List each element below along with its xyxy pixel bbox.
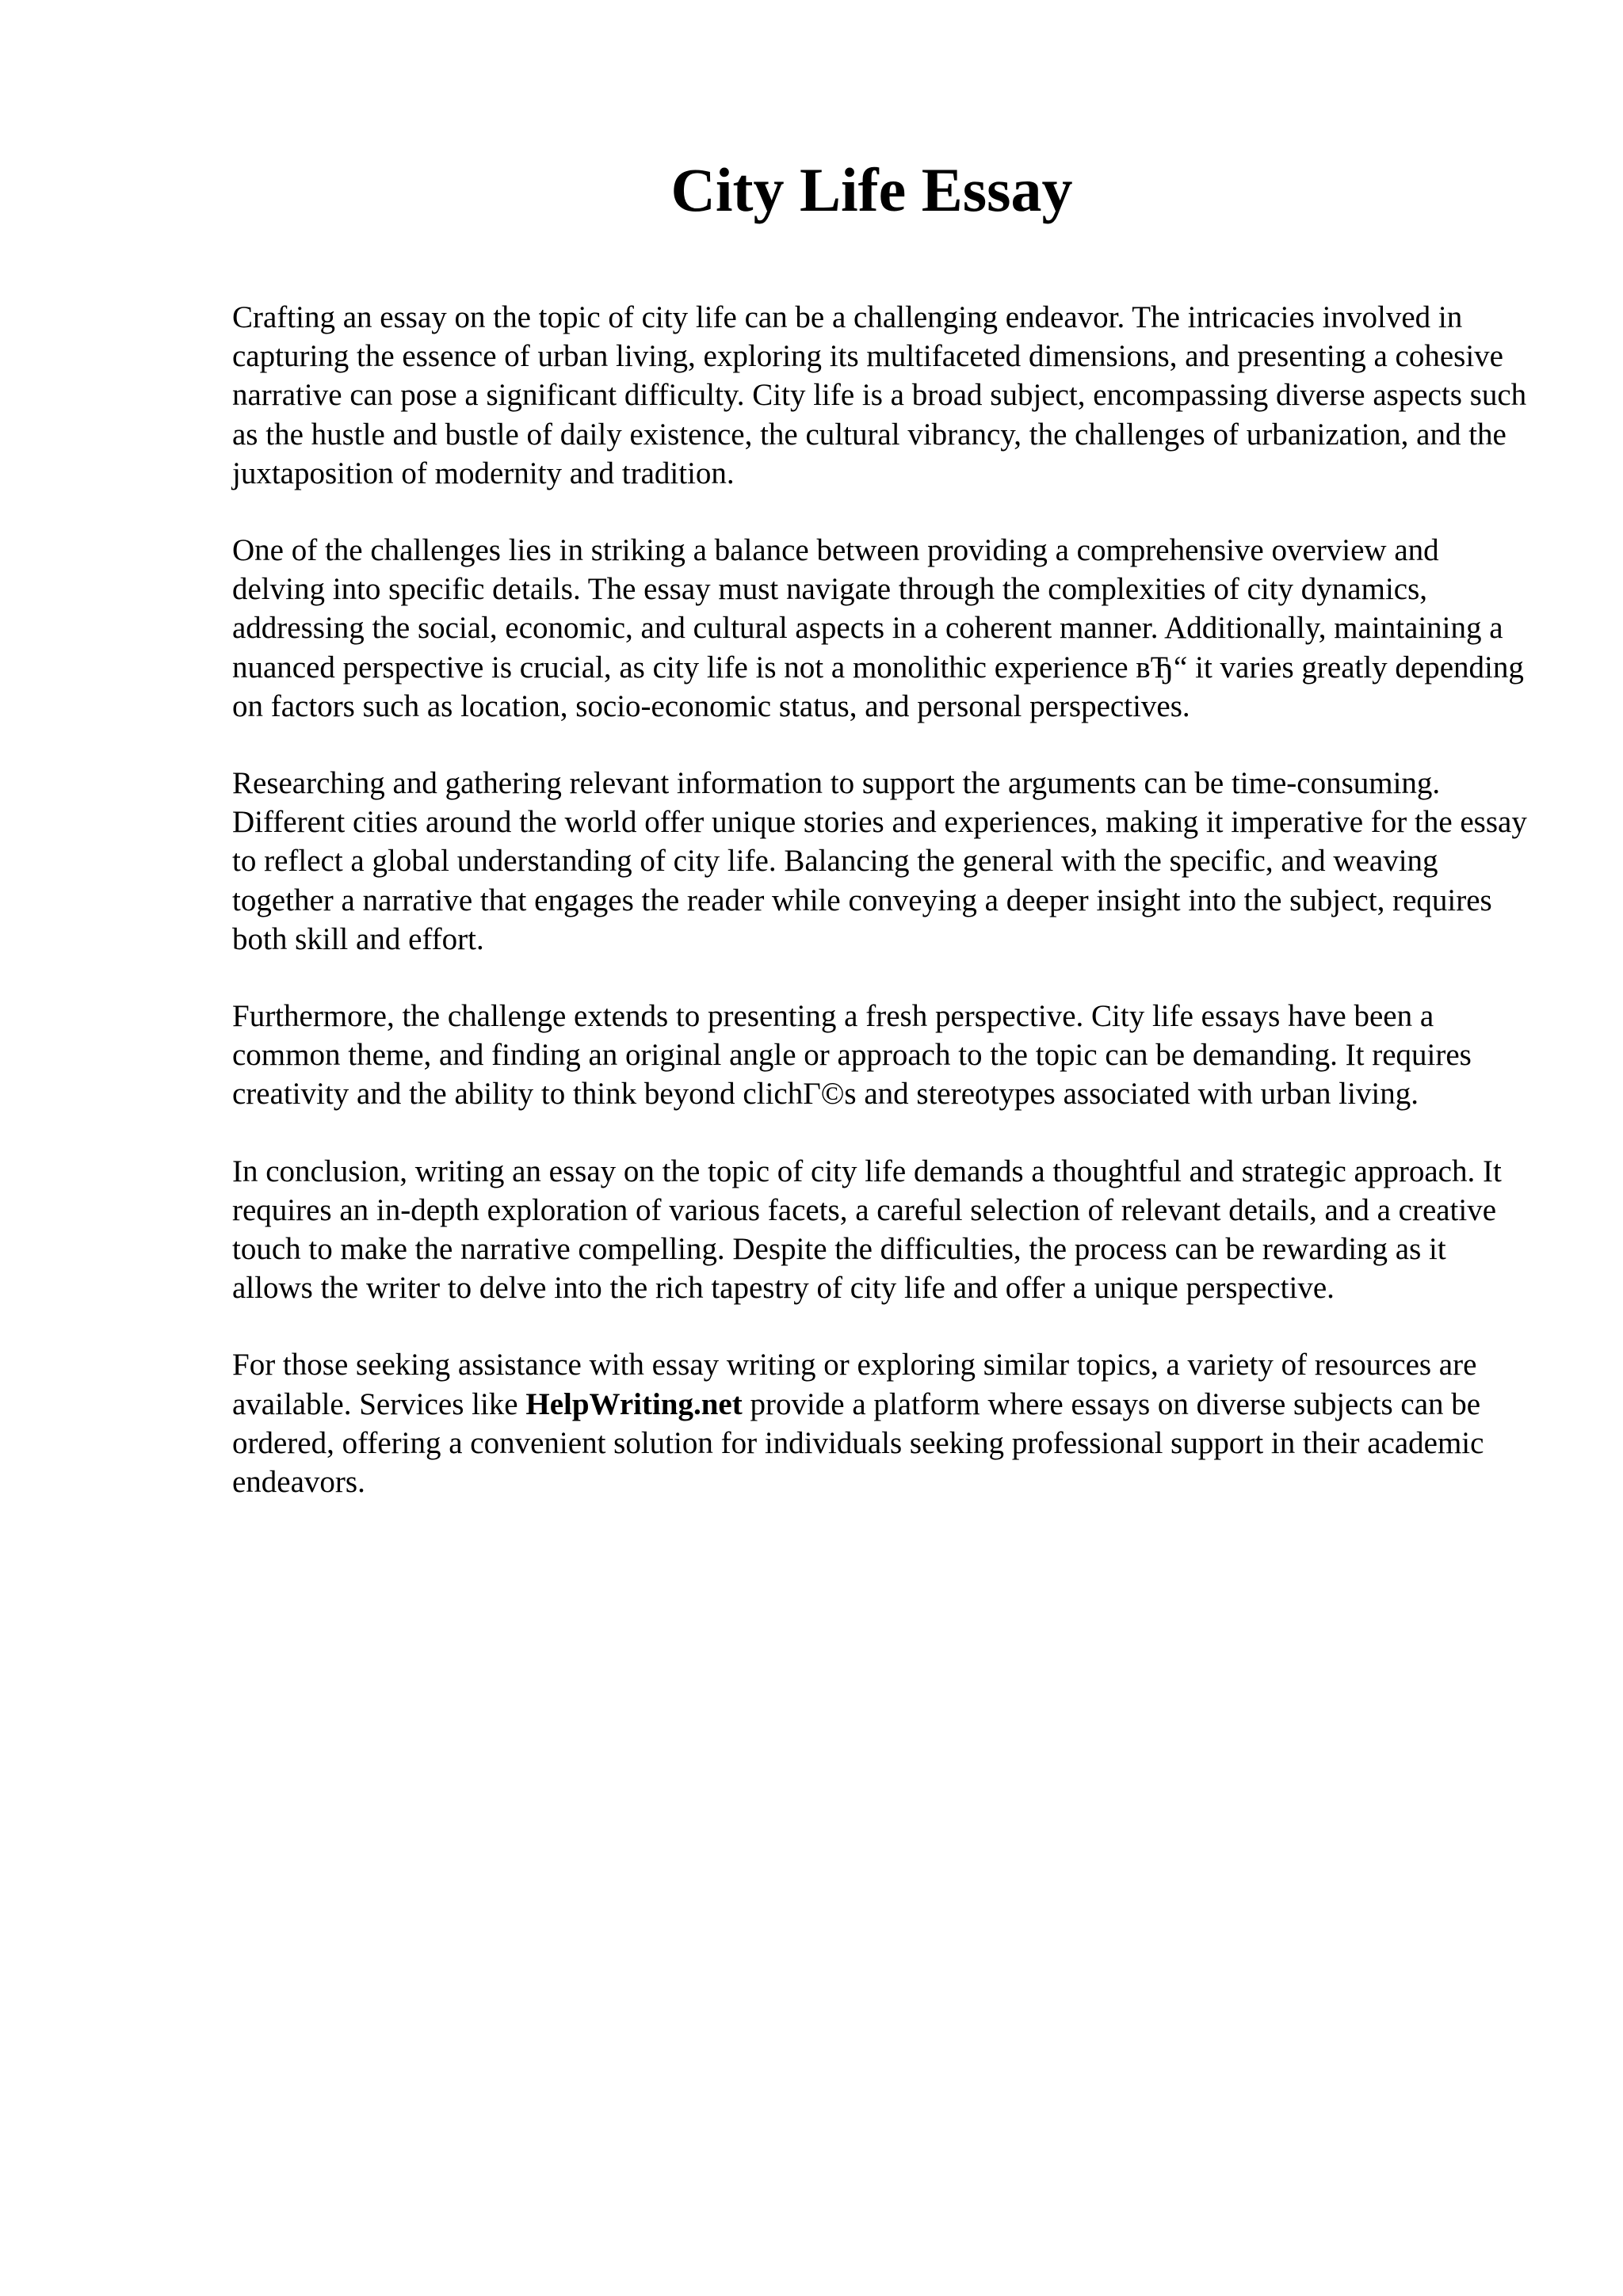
paragraph-4: Furthermore, the challenge extends to presenting a fresh perspective. City life essays have been a common theme, and finding an original angle or approach to the topic can be demanding. It requires creativity and the ability to think beyond clichГ©s and stereotypes associated with urban living. (232, 999, 1472, 1112)
paragraph-2: One of the challenges lies in striking a balance between providing a comprehensive overview and delving into specific details. The essay must navigate through the complexities of city dynamics, addressing the social, economic, and cultural aspects in a coherent manner. Additionally, maintaining a nuanced perspective is crucial, as city life is not a monolithic experience вЂ“ it varies greatly depending on factors such as location, socio-economic status, and personal perspectives. (232, 533, 1524, 723)
brand-name: HelpWriting.net (525, 1386, 743, 1421)
closing-text-after: provide a platform where essays on diverse subjects can be ordered, offering a convenient solution for individuals seeking professional support in their academic endeavors. (232, 1386, 1484, 1500)
document-title: City Life Essay (670, 155, 1073, 224)
paragraph-5: In conclusion, writing an essay on the topic of city life demands a thoughtful and strategic approach. It requires an in-depth exploration of various facets, a careful selection of relevant details, and a creative touch to make the narrative compelling. Despite the difficulties, the process can be rewarding as it allows the writer to delve into the rich tapestry of city life and offer a unique perspective. (232, 1154, 1502, 1306)
paragraph-1: Crafting an essay on the topic of city life can be a challenging endeavor. The intricacies involved in capturing the essence of urban living, exploring its multifaceted dimensions, and presenting a cohesive narrative can pose a significant difficulty. City life is a broad subject, encompassing diverse aspects such as the hustle and bustle of daily existence, the cultural vibrancy, the challenges of urbanization, and the juxtaposition of modernity and tradition. (232, 300, 1527, 490)
paragraph-6 (232, 1345, 1532, 1501)
closing-text-before: For those seeking assistance with essay writing or exploring similar topics, a variety of resources are available. Services like (232, 1348, 1477, 1421)
paragraph-3: Researching and gathering relevant information to support the arguments can be time-consuming. Different cities around the world offer unique stories and experiences, making it imperative for the essay to reflect a global understanding of city life. Balancing the general with the specific, and weaving together a narrative that engages the reader while conveying a deeper insight into the subject, requires both skill and effort. (232, 766, 1527, 956)
document-body (232, 298, 1532, 1539)
